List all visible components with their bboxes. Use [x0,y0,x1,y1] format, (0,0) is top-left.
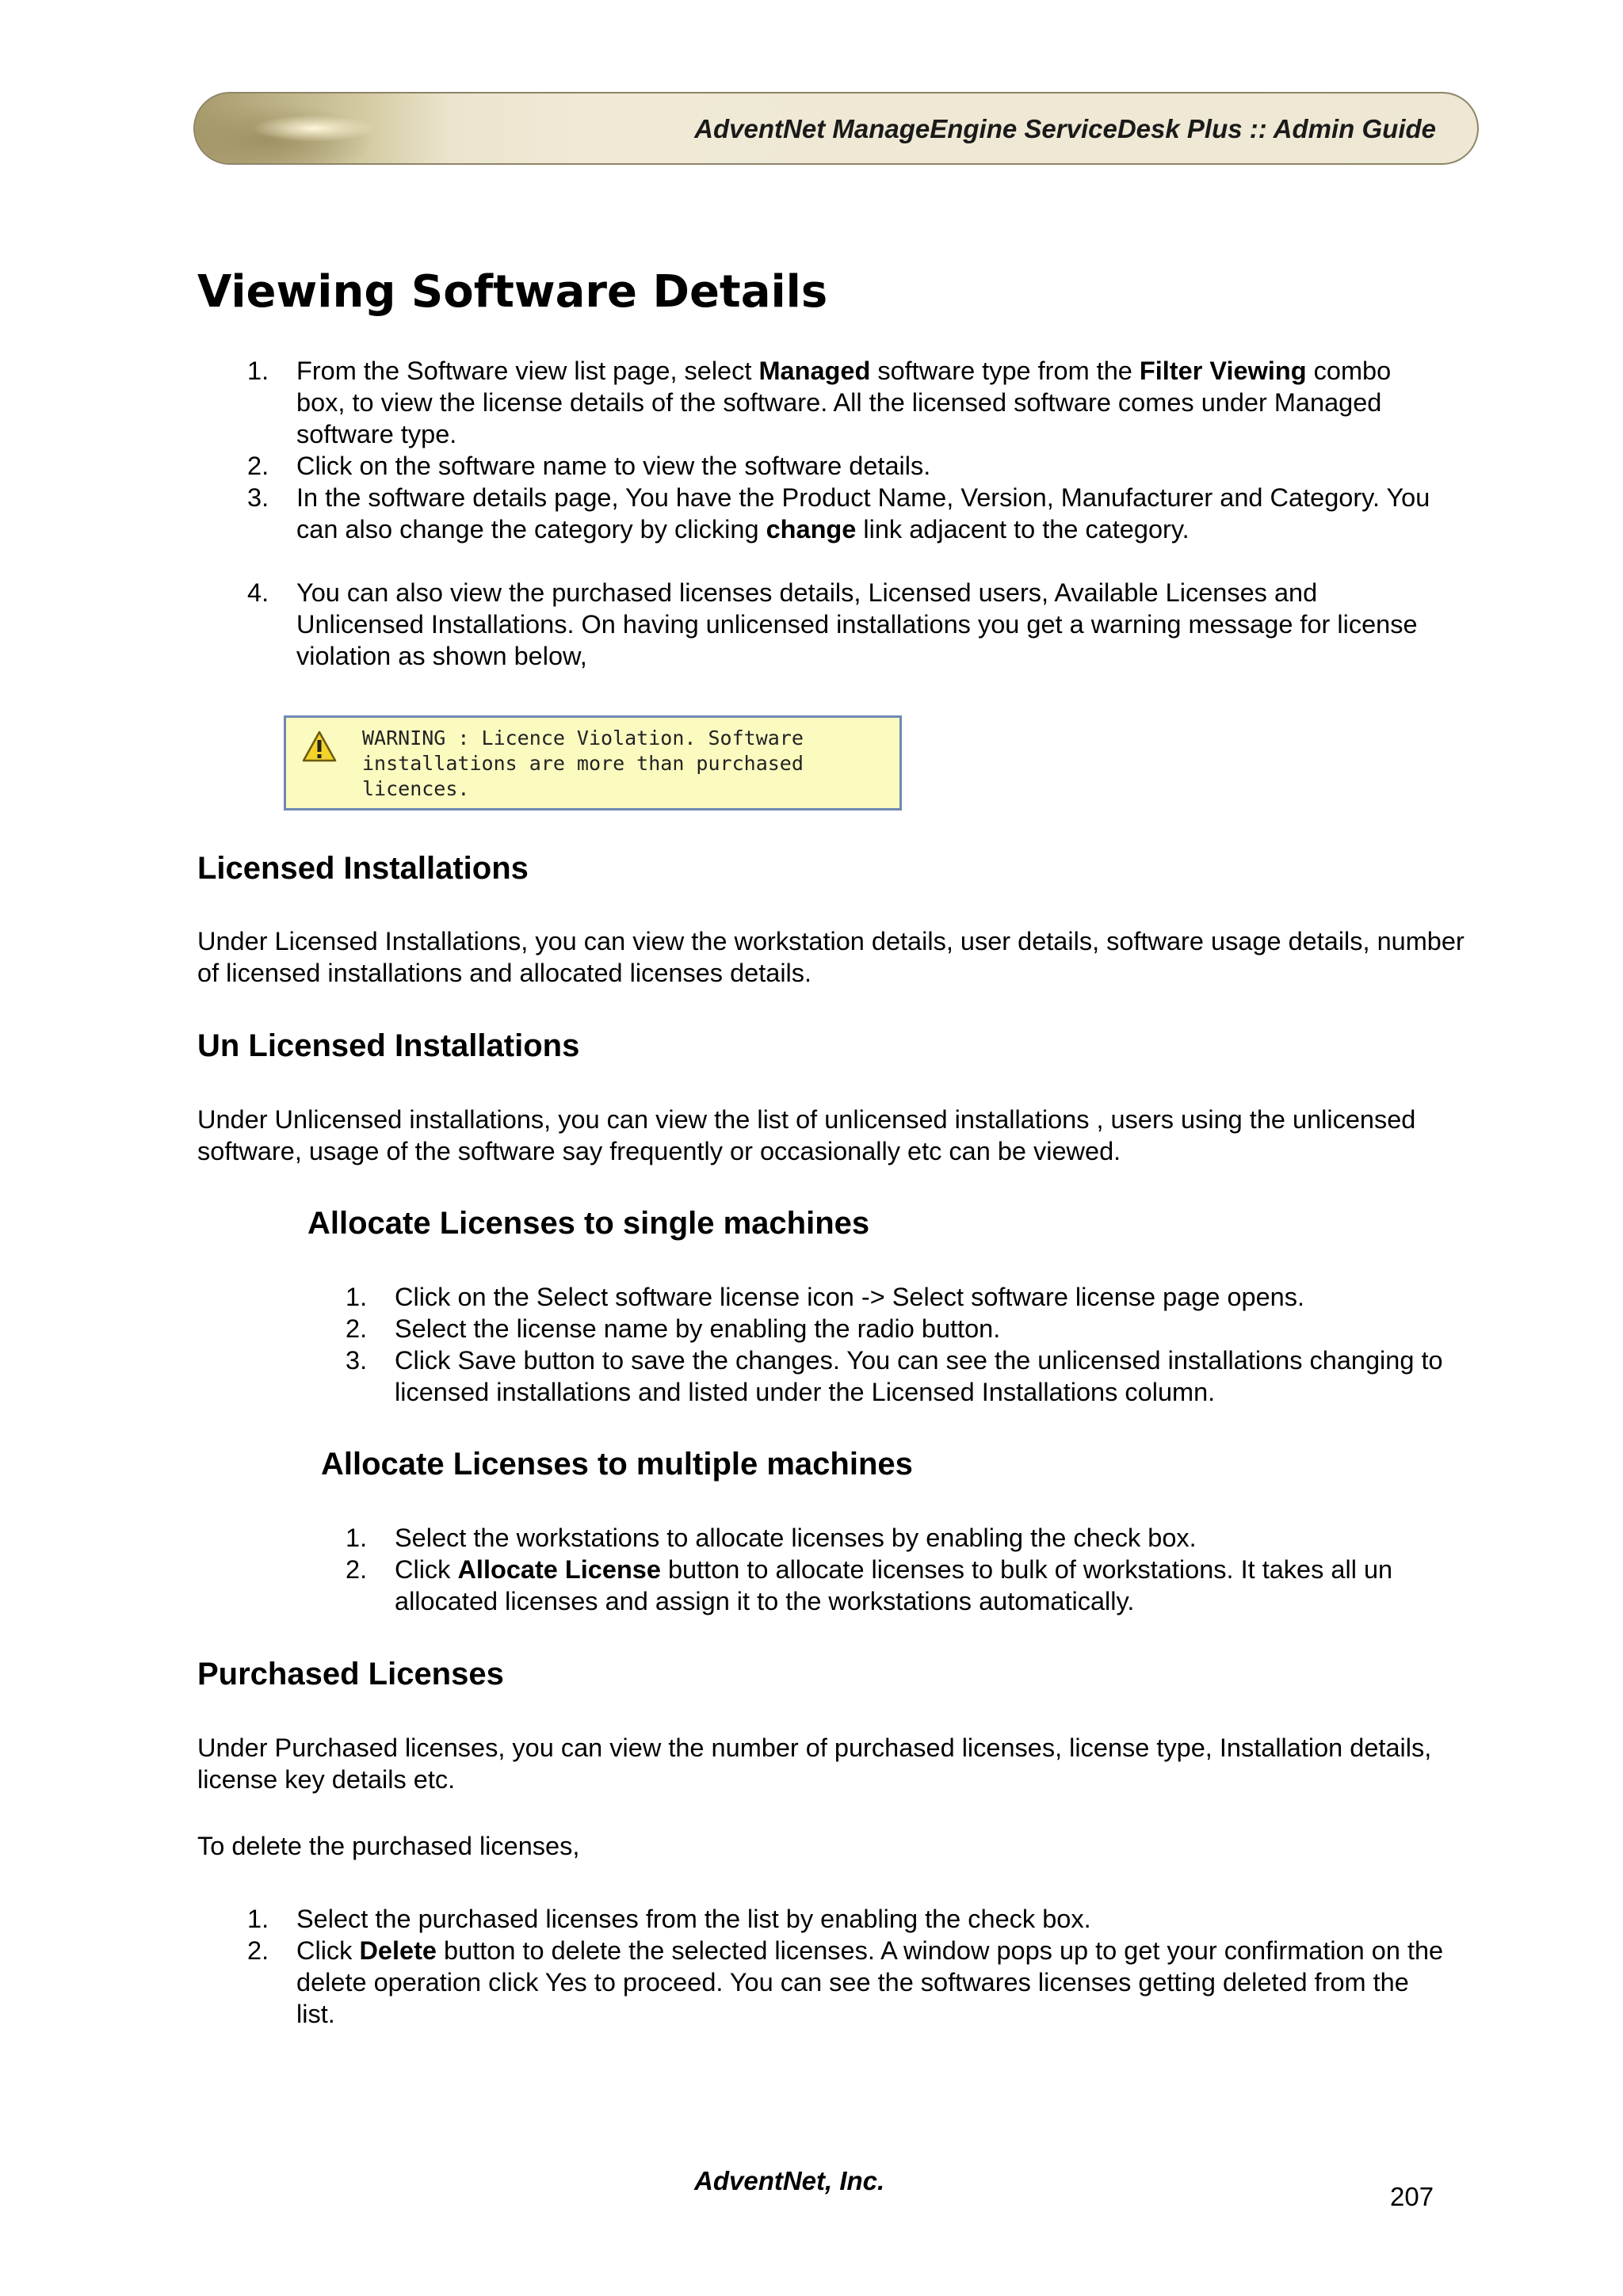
list-item [247,1903,1445,1935]
step-text: combo box, to view the license details of the software. All the licensed software comes under Managed software type. [296,357,1392,448]
change-link-text: change [766,515,857,543]
step-text: Click on the Select software license icon -> Select software license page opens. [395,1283,1305,1311]
step-text: You can also view the purchased licenses details, Licensed users, Available Licenses and Unlicensed Installations. On having unlicensed installations you get a warning message for license violation as shown below, [296,578,1418,670]
step-text: link adjacent to the category. [856,515,1190,543]
list-item [346,1281,1457,1313]
delete-steps-list [247,1903,1445,2030]
list-item [247,482,1445,545]
step-text: Click [395,1555,458,1584]
step-bold: Filter Viewing [1139,357,1307,385]
list-item [247,355,1445,450]
allocate-single-heading: Allocate Licenses to single machines [307,1206,870,1241]
list-number: 1. [247,357,269,385]
page-number: 207 [1390,2182,1434,2211]
delete-intro-text: To delete the purchased licenses, [197,1832,580,1860]
allocate-license-button-label: Allocate License [457,1555,661,1584]
licensed-installations-text: Under Licensed Installations, you can view the workstation details, user details, software usage details, number of licensed installations and allocated licenses details. [197,927,1465,987]
step-bold: Managed [758,357,871,385]
step-text: software type from the [870,357,1140,385]
step-text: From the Software view list page, select [296,357,759,385]
list-number: 4. [247,578,269,607]
list-number: 2. [346,1314,368,1343]
list-number: 2. [247,452,269,480]
warning-message-box [284,715,902,810]
purchased-licenses-heading: Purchased Licenses [197,1657,504,1691]
header-title: AdventNet ManageEngine ServiceDesk Plus :: Admin Guide [694,114,1436,143]
step-text: Select the workstations to allocate licenses by enabling the check box. [395,1524,1197,1552]
steps-list [247,355,1445,672]
list-item [346,1522,1457,1554]
list-item [247,1935,1445,2030]
step-text: button to delete the selected licenses. A window pops up to get your confirmation on the delete operation click Yes to proceed. You can see the softwares licenses getting deleted from the list. [296,1936,1444,2028]
page-title: Viewing Software Details [197,266,828,318]
unlicensed-installations-heading: Un Licensed Installations [197,1028,580,1063]
licensed-installations-heading: Licensed Installations [197,851,529,886]
list-item [346,1313,1457,1344]
list-item [346,1344,1457,1408]
list-number: 2. [346,1555,368,1584]
list-item [247,577,1445,672]
warning-icon [302,730,337,762]
allocate-single-list [346,1281,1457,1408]
allocate-multiple-heading: Allocate Licenses to multiple machines [321,1447,913,1482]
warning-text: WARNING : Licence Violation. Software installations are more than purchased licences. [362,727,804,800]
step-text: Click Save button to save the changes. You can see the unlicensed installations changing to licensed installations and listed under the Licensed Installations column. [395,1346,1443,1406]
list-number: 1. [346,1524,368,1552]
step-text: Select the license name by enabling the radio button. [395,1314,1001,1343]
unlicensed-installations-text: Under Unlicensed installations, you can view the list of unlicensed installations , users using the unlicensed software, usage of the software say frequently or occasionally etc can be viewed. [197,1105,1416,1165]
purchased-licenses-text: Under Purchased licenses, you can view the number of purchased licenses, license type, Installation details, license key details etc. [197,1733,1432,1794]
allocate-multiple-list [346,1522,1457,1617]
footer-company: AdventNet, Inc. [694,2166,885,2195]
list-number: 3. [346,1346,368,1375]
list-number: 2. [247,1936,269,1965]
list-number: 1. [247,1905,269,1933]
list-item [346,1554,1457,1617]
step-text: Select the purchased licenses from the list by enabling the check box. [296,1905,1091,1933]
delete-button-label: Delete [359,1936,437,1965]
list-number: 1. [346,1283,368,1311]
list-number: 3. [247,483,269,512]
step-text: button to allocate licenses to bulk of workstations. It takes all un allocated licenses and assign it to the workstations automatically. [395,1555,1393,1615]
header-banner [193,92,1479,165]
step-text: Click [296,1936,360,1965]
list-item [247,450,1445,482]
step-text: Click on the software name to view the software details. [296,452,931,480]
banner-decoration [195,93,449,163]
step-text: In the software details page, You have the Product Name, Version, Manufacturer and Category. You can also change the category by clicking [296,483,1430,543]
